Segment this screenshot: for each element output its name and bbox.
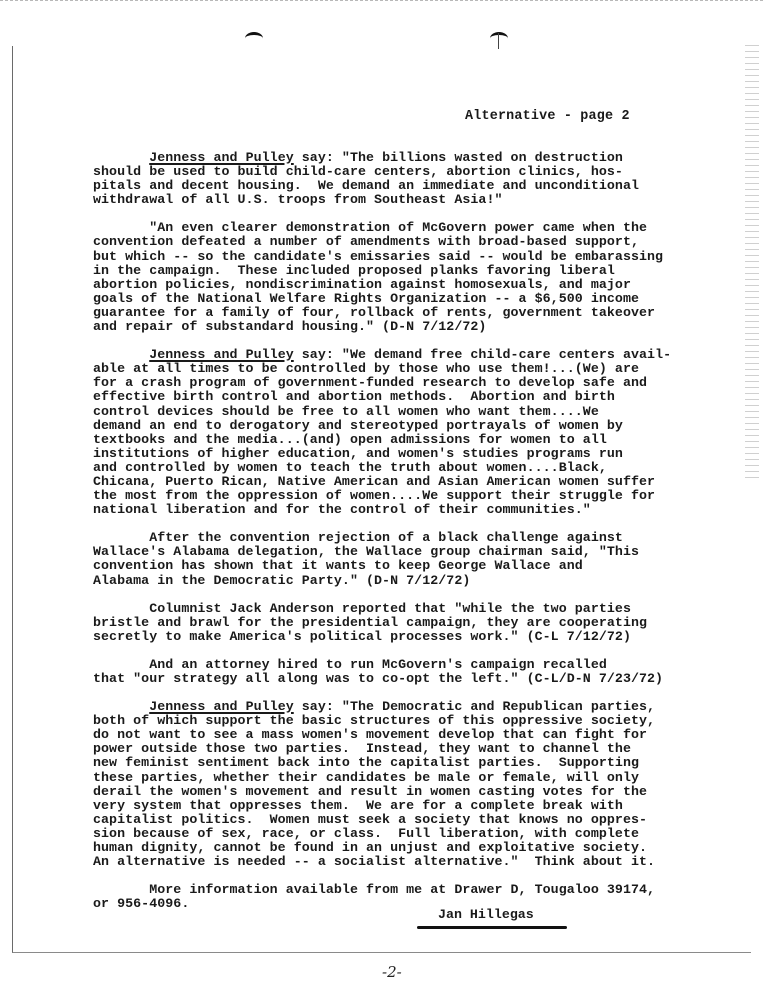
scan-top-edge <box>0 0 763 1</box>
underlined-attribution: Jenness and Pulley <box>149 347 294 363</box>
paragraph-4: After the convention rejection of a black challenge against Wallace's Alabama delegation, the Wallace group chairman said, "This convention has shown that it wants to keep George Wallace and Alabama in the Democratic Party." (D-N 7/12/72) <box>93 530 640 588</box>
paragraph-7: Jenness and Pulley say: "The Democratic and Republican parties, both of which support the basic structures of this oppressive society, do not want to see a mass women's movement develop that can fight for power outside those two parties. Instead, they want to channel the new feminist sentiment back into the capitalist parties. Supporting these parties, whether their candidates be male or female, will only derail the women's movement and result in women casting votes for the very system that oppresses them. We are for a complete break with capitalist politics. Women must seek a society that knows no oppres- sion because of sex, race, or class. Full liberation, with complete human dignity, cannot be found in an unjust and exploitative society. An alternative is needed -- a socialist alternative." Think about it. <box>93 699 656 870</box>
punch-hole-mark-right <box>490 32 508 45</box>
paragraph-2: "An even clearer demonstration of McGovern power came when the convention defeated a number of amendments with broad-based support, but which -- so the candidate's emissaries said -- would be embarassing in the campaign. These included proposed planks favoring liberal abortion policies, nondiscrimination against homosexuals, and major goals of the National Welfare Rights Organization -- a $6,500 income guarantee for a family of four, rollback of rents, government takeover and repair of substandard housing." (D-N 7/12/72) <box>93 220 664 335</box>
underlined-attribution: Jenness and Pulley <box>149 150 294 165</box>
signature-underline <box>417 926 567 929</box>
underlined-attribution: Jenness and Pulley <box>149 699 294 715</box>
scan-edge-noise <box>745 40 759 480</box>
punch-hole-mark-left <box>245 32 263 45</box>
signature-name: Jan Hillegas <box>438 907 534 922</box>
paragraph-5: Columnist Jack Anderson reported that "while the two parties bristle and brawl for the presidential campaign, they are cooperating secretly to make America's political processes work." (C-L 7/12/72) <box>93 600 648 644</box>
page-header: Alternative - page 2 <box>465 109 630 124</box>
paragraph-8: More information available from me at Drawer D, Tougaloo 39174, or 956-4096. <box>93 882 656 912</box>
paragraph-3: Jenness and Pulley say: "We demand free child-care centers avail- able at all times to be controlled by those who use them!...(We) are for a crash program of government-funded research to develop safe and effective birth control and abortion methods. Abortion and birth control devices should be free to all women who want them....We demand an end to derogatory and stereotyped portrayals of women by textbooks and the media...(and) open admissions for women to all institutions of higher education, and women's studies programs run and controlled by women to teach the truth about women....Black, Chicana, Puerto Rican, Native American and Asian American women suffer the most from the oppression of women....We support their struggle for national liberation and for the control of their communities." <box>93 347 672 518</box>
document-body <box>93 151 723 925</box>
paragraph-6: And an attorney hired to run McGovern's campaign recalled that "our strategy all along was to co-opt the left." (C-L/D-N 7/23/72) <box>93 656 664 686</box>
page-number: -2- <box>382 963 402 981</box>
paragraph-1: Jenness and Pulley say: "The billions wasted on destruction should be used to build child-care centers, abortion clinics, hos- pitals and decent housing. We demand an immediate and unconditional withdrawal of all U.S. troops from Southeast Asia!" <box>93 150 640 208</box>
